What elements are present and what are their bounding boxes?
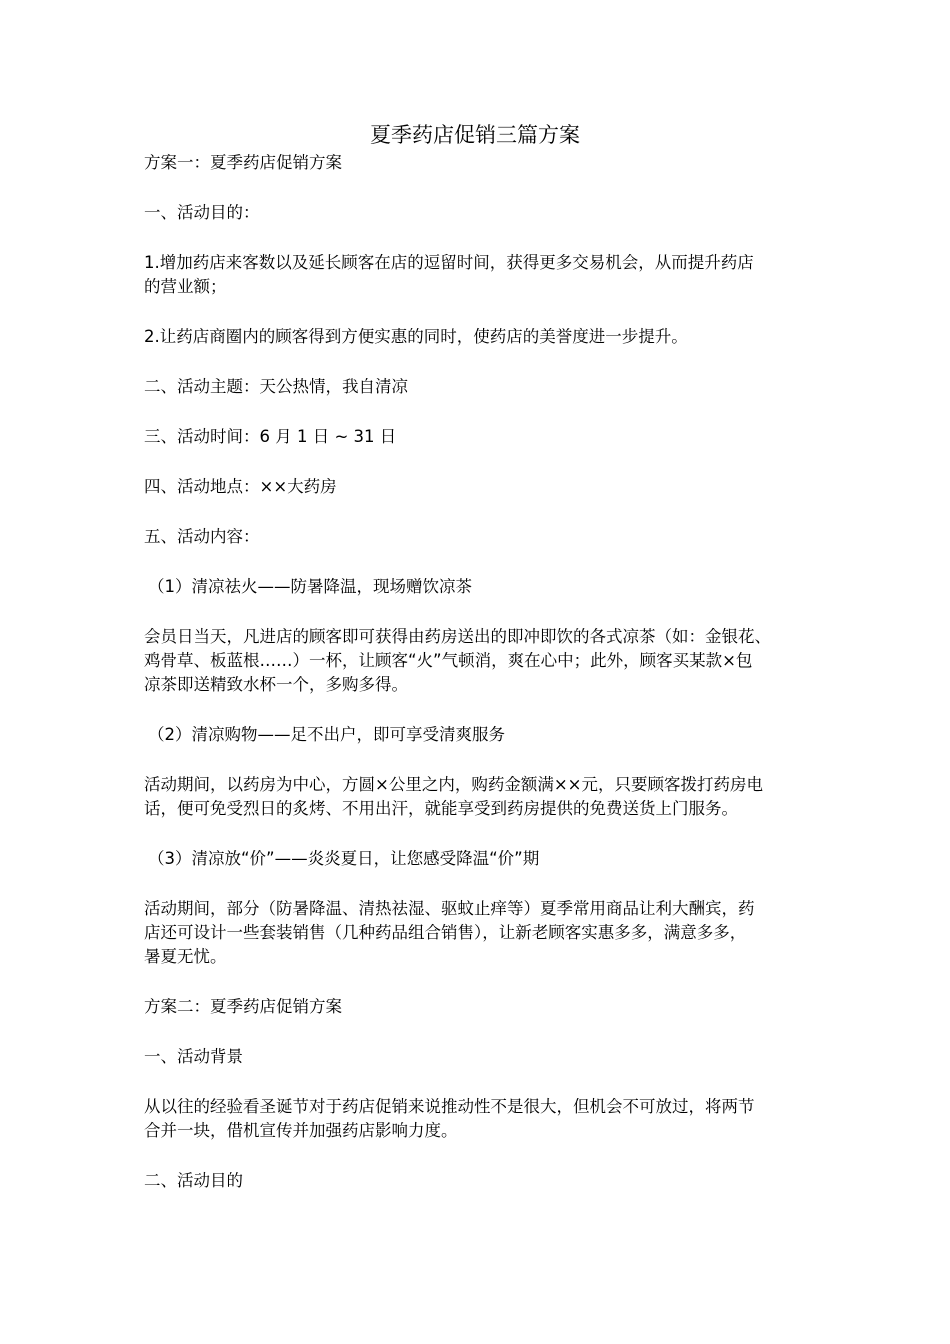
content-item-1-line-2: 鸡骨草、板蓝根……）一杯，让顾客“火”气顿消，爽在心中；此外，顾客买某款×包	[144, 651, 753, 670]
content-item-1-heading: （1）清凉祛火——防暑降温，现场赠饮凉茶	[148, 577, 472, 596]
content-item-2-heading: （2）清凉购物——足不出户，即可享受清爽服务	[148, 725, 505, 744]
section-location: 四、活动地点：××大药房	[144, 477, 337, 496]
section-content-heading: 五、活动内容：	[144, 527, 260, 546]
content-item-3-heading: （3）清凉放“价”——炎炎夏日，让您感受降温“价”期	[148, 849, 540, 868]
section-purpose-heading: 一、活动目的：	[144, 203, 260, 222]
content-item-1-line-3: 凉茶即送精致水杯一个，多购多得。	[144, 675, 408, 694]
content-item-3-line-1: 活动期间，部分（防暑降温、清热祛湿、驱蚊止痒等）夏季常用商品让利大酬宾，药	[144, 899, 755, 918]
plan-two-background-heading: 一、活动背景	[144, 1047, 243, 1066]
content-item-1-line-1: 会员日当天，凡进店的顾客即可获得由药房送出的即冲即饮的各式凉茶（如：金银花、	[144, 627, 771, 646]
plan-two-background-line-1: 从以往的经验看圣诞节对于药店促销来说推动性不是很大，但机会不可放过，将两节	[144, 1097, 755, 1116]
plan-two-heading: 方案二：夏季药店促销方案	[144, 997, 342, 1016]
content-item-3-line-3: 暑夏无忧。	[144, 947, 227, 966]
content-item-2-line-2: 话，便可免受烈日的炙烤、不用出汗，就能享受到药房提供的免费送货上门服务。	[144, 799, 738, 818]
purpose-item-1-line-2: 的营业额；	[144, 277, 227, 296]
purpose-item-2: 2.让药店商圈内的顾客得到方便实惠的同时，使药店的美誉度进一步提升。	[144, 327, 688, 346]
document-title: 夏季药店促销三篇方案	[370, 123, 580, 147]
plan-one-heading: 方案一：夏季药店促销方案	[144, 153, 342, 172]
content-item-2-line-1: 活动期间，以药房为中心，方圆×公里之内，购药金额满××元，只要顾客拨打药房电	[144, 775, 763, 794]
plan-two-background-line-2: 合并一块，借机宣传并加强药店影响力度。	[144, 1121, 458, 1140]
plan-two-purpose-heading: 二、活动目的	[144, 1171, 243, 1190]
content-item-3-line-2: 店还可设计一些套装销售（几种药品组合销售），让新老顾客实惠多多，满意多多，	[144, 923, 747, 942]
purpose-item-1-line-1: 1.增加药店来客数以及延长顾客在店的逗留时间，获得更多交易机会，从而提升药店	[144, 253, 754, 272]
section-theme: 二、活动主题：天公热情，我自清凉	[144, 377, 408, 396]
section-time: 三、活动时间：6 月 1 日 ~ 31 日	[144, 427, 397, 446]
